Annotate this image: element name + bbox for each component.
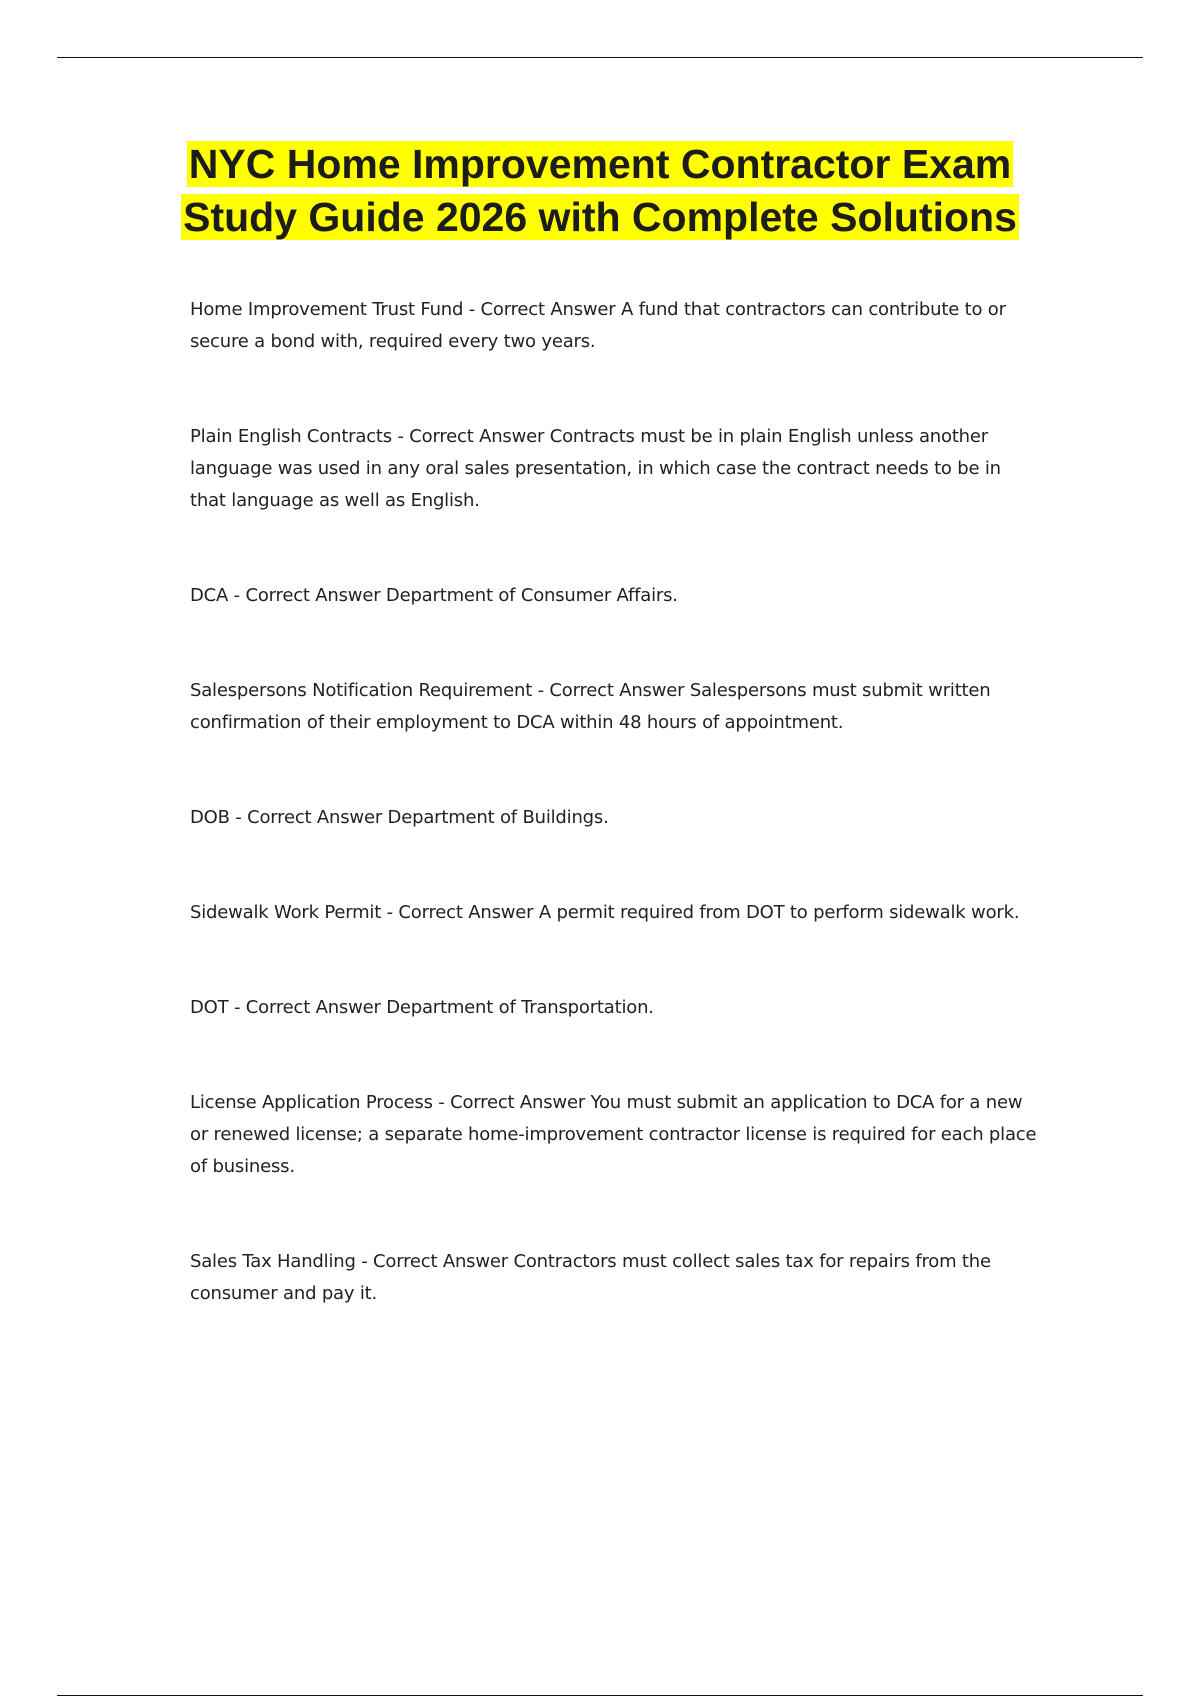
top-rule	[57, 57, 1143, 58]
entry-salespersons-notification: Salespersons Notification Requirement - Correct Answer Salespersons must submit written confirmation of their employment to DCA within 48 hours of appointment.	[190, 680, 991, 733]
entry-dot: DOT - Correct Answer Department of Transportation.	[190, 997, 654, 1018]
document-title: NYC Home Improvement Contractor Exam Study Guide 2026 with Complete Solutions	[183, 141, 1017, 240]
entry-sales-tax-handling: Sales Tax Handling - Correct Answer Contractors must collect sales tax for repairs from the consumer and pay it.	[190, 1251, 991, 1304]
entry-sidewalk-work-permit: Sidewalk Work Permit - Correct Answer A permit required from DOT to perform sidewalk work.	[190, 902, 1020, 923]
document-title-block	[150, 138, 1050, 244]
entry-plain-english-contracts: Plain English Contracts - Correct Answer Contracts must be in plain English unless another language was used in any oral sales presentation, in which case the contract needs to be in that language as well as English.	[190, 426, 1001, 511]
entry-license-application-process: License Application Process - Correct Answer You must submit an application to DCA for a new or renewed license; a separate home-improvement contractor license is required for each place of business.	[190, 1092, 1037, 1177]
study-guide-entries	[190, 294, 1040, 1310]
entry-dob: DOB - Correct Answer Department of Buildings.	[190, 807, 609, 828]
entry-dca: DCA - Correct Answer Department of Consumer Affairs.	[190, 585, 678, 606]
entry-home-improvement-trust-fund: Home Improvement Trust Fund - Correct Answer A fund that contractors can contribute to or secure a bond with, required every two years.	[190, 299, 1006, 352]
bottom-rule	[57, 1695, 1143, 1696]
